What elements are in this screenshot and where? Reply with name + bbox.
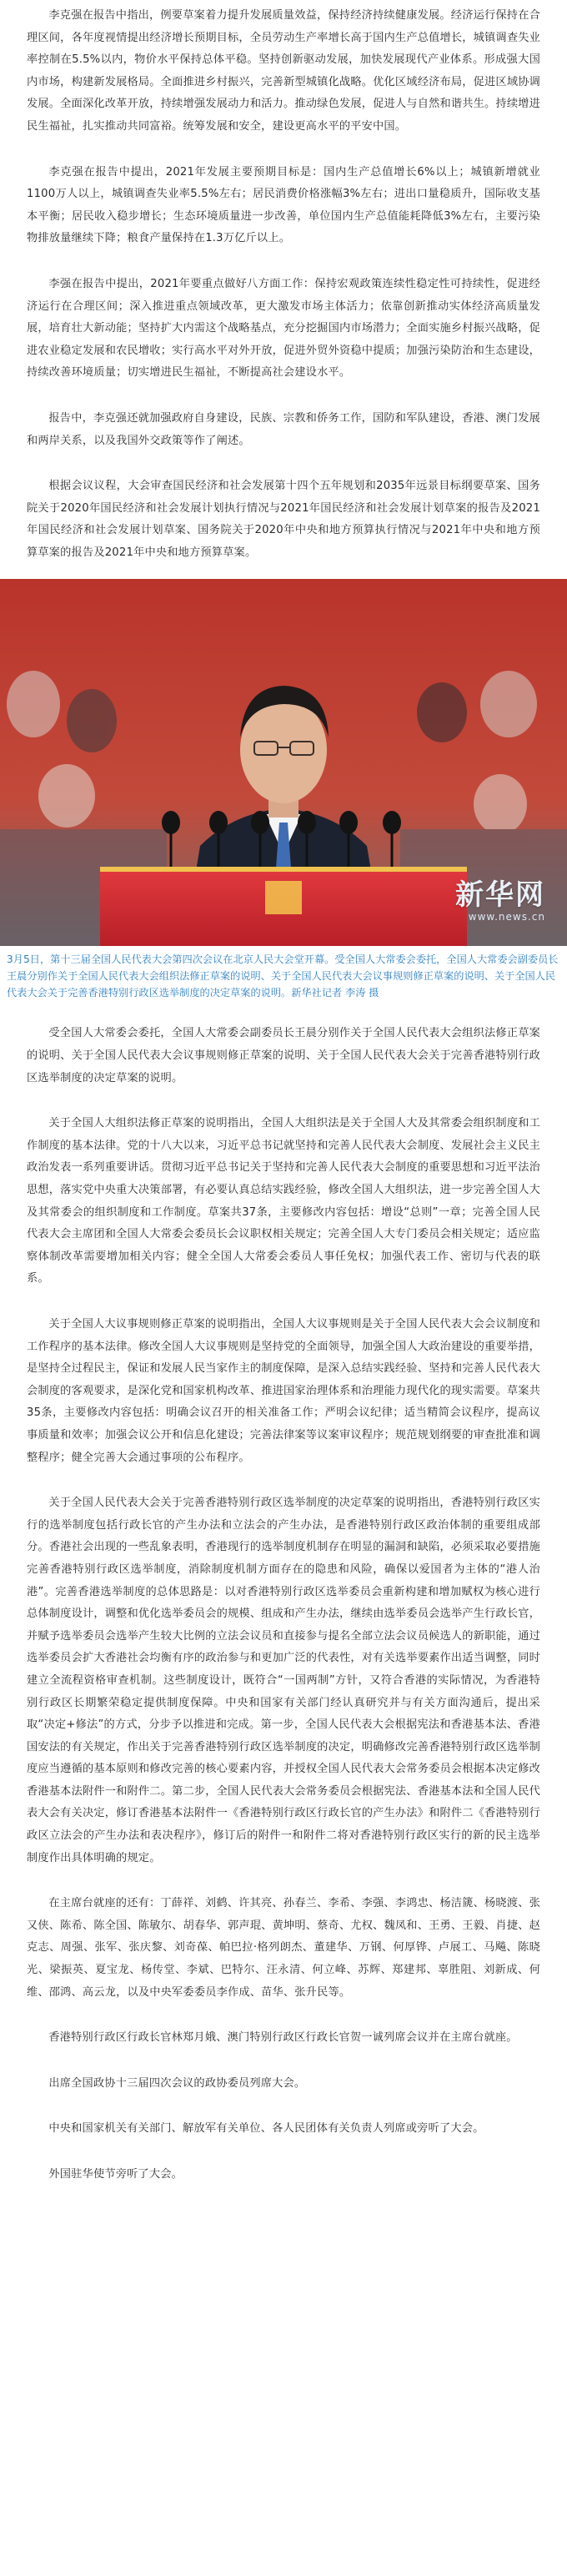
paragraph: 香港特别行政区行政长官林郑月娥、澳门特别行政区行政长官贺一诚列席会议并在主席台就座。 [48, 2031, 518, 2045]
paragraph: 在主席台就座的还有：丁薛祥、刘鹤、许其亮、孙春兰、李希、李强、李鸿忠、杨洁篪、杨晓渡、张又侠、陈希、陈全国、陈敏尔、胡春华、郭声琨、黄坤明、蔡奇、尤权、魏凤和、王勇、王毅、肖捷、赵克志、周强、张军、张庆黎、刘奇葆、帕巴拉·格列朗杰、董建华、万钢、何厚铧、卢展工、马飚、陈晓光、梁振英、夏宝龙、杨传堂、李斌、巴特尔、汪永清、何立峰、苏辉、郑建邦、辜胜阻、刘新成、何维、邵鸿、高云龙，以及中央军委委员李作成、苗华、张升民等。 [27, 1897, 540, 1999]
paragraph: 关于全国人大议事规则修正草案的说明指出，全国人大议事规则是关于全国人民代表大会会议制度和工作程序的基本法律。修改全国人大议事规则是坚持党的全面领导，加强全国人大政治建设的重要举措，是坚持全过程民主，保证和发展人民当家作主的制度保障，是深入总结实践经验、坚持和完善人民代表大会制度的客观要求，是深化党和国家机构改革、推进国家治理体系和治理能力现代化的现实需要。草案共35条，主要修改内容包括：明确会议召开的相关准备工作；严明会议纪律；适当精简会议程序，提高议事质量和效率；加强会议公开和信息化建设；完善法律案等议案审议程序；规范规划纲要的审查批准和调整程序；健全完善大会通过事项的公布程序。 [27, 1318, 540, 1464]
paragraph: 受全国人大常委会委托，全国人大常委会副委员长王晨分别作关于全国人民代表大会组织法修正草案的说明、关于全国人民代表大会议事规则修正草案的说明、关于全国人民代表大会关于完善香港特别行政区选举制度的决定草案的说明。 [27, 1027, 540, 1084]
watermark-url: www.news.cn [468, 911, 545, 923]
paragraph: 出席全国政协十三届四次会议的政协委员列席大会。 [48, 2076, 306, 2090]
paragraph: 中央和国家机关有关部门、解放军有关单位、各人民团体有关负责人列席或旁听了大会。 [48, 2122, 484, 2136]
paragraph: 李强在报告中提出，2021年要重点做好八方面工作：保持宏观政策连续性稳定性可持续性，促进经济运行在合理区间；深入推进重点领域改革，更大激发市场主体活力；依靠创新推动实体经济高质量发展，培育壮大新动能；坚持扩大内需这个战略基点，充分挖掘国内市场潜力；全面实施乡村振兴战略，促进农业稳定发展和农民增收；实行高水平对外开放，促进外贸外资稳中提质；加强污染防治和生态建设，持续改善环境质量；切实增进民生福祉，不断提高社会建设水平。 [27, 277, 540, 380]
paragraph: 报告中，李克强还就加强政府自身建设，民族、宗教和侨务工作，国防和军队建设，香港、澳门发展和两岸关系，以及我国外交政策等作了阐述。 [27, 411, 540, 447]
paragraph: 李克强在报告中指出，例要草案着力提升发展质量效益，保持经济持续健康发展。经济运行保持在合理区间，各年度视情提出经济增长预期目标，全员劳动生产率增长高于国内生产总值增长，城镇调查失业率控制在5.5%以内，物价水平保持总体平稳。坚持创新驱动发展，加快发展现代产业体系。形成强大国内市场，构建新发展格局。全面推进乡村振兴，完善新型城镇化战略。优化区域经济布局，促进区域协调发展。全面深化改革开放，持续增强发展动力和活力。推动绿色发展，促进人与自然和谐共生。持续增进民生福祉，扎实推动共同富裕。统筹发展和安全，建设更高水平的平安中国。 [27, 9, 540, 133]
watermark-logo: 新华网 [455, 878, 545, 913]
paragraph: 根据会议议程，大会审查国民经济和社会发展第十四个五年规划和2035年远景目标纲要草案、国务院关于2020年国民经济和社会发展计划执行情况与2021年国民经济和社会发展计划草案的报告及2021年国民经济和社会发展计划草案、国务院关于2020年中央和地方预算执行情况与2021年中央和地方预算草案的报告及2021年中央和地方预算草案。 [27, 480, 540, 559]
paragraph: 关于全国人大组织法修正草案的说明指出，全国人大组织法是关于全国人大及其常委会组织制度和工作制度的基本法律。党的十八大以来，习近平总书记就坚持和完善人民代表大会制度、发展社会主义民主政治发表一系列重要讲话。贯彻习近平总书记关于坚持和完善人民代表大会制度的重要思想和习近平法治思想，落实党中央重大决策部署，有必要认真总结实践经验，修改全国人大组织法，进一步完善全国人大及其常委会的组织制度和工作制度。草案共37条，主要修改内容包括：增设“总则”一章；完善全国人民代表大会主席团和全国人大常委会委员长会议职权相关规定；完善全国人大专门委员会相关规定；适应监察体制改革需要增加相关内容；健全全国人大常委会委员人事任免权；加强代表工作、密切与代表的联系。 [27, 1117, 540, 1285]
paragraph: 外国驻华使节旁听了大会。 [48, 2168, 183, 2181]
paragraph: 关于全国人民代表大会关于完善香港特别行政区选举制度的决定草案的说明指出，香港特别行政区实行的选举制度包括行政长官的产生办法和立法会的产生办法，是香港特别行政区政治体制的重要组成部分。香港社会出现的一些乱象表明，香港现行的选举制度机制存在明显的漏洞和缺陷，必须采取必要措施完善香港特别行政区选举制度，消除制度机制方面存在的隐患和风险，确保以爱国者为主体的“港人治港”。完善香港选举制度的总体思路是：以对香港特别行政区选举委员会重新构建和增加赋权为核心进行总体制度设计，调整和优化选举委员会的规模、组成和产生办法，继续由选举委员会选举产生行政长官，并赋予选举委员会选举产生较大比例的立法会议员和直接参与提名全部立法会议员候选人的新职能，通过选举委员会扩大香港社会均衡有序的政治参与和更加广泛的代表性，对有关选举要素作出适当调整，同时建立全流程资格审查机制。这些制度设计，既符合“一国两制”方针，又符合香港的实际情况，为香港特别行政区长期繁荣稳定提供制度保障。中央和国家有关部门经认真研究并与有关方面沟通后，提出采取“决定+修法”的方式，分步予以推进和完成。第一步，全国人民代表大会根据宪法和香港基本法、香港国安法的有关规定，作出关于完善香港特别行政区选举制度的决定，明确修改完善香港特别行政区选举制度应当遵循的基本原则和修改完善的核心要素内容，并授权全国人民代表大会常务委员会根据本决定修改香港基本法附件一和附件二。第二步，全国人民代表大会常务委员会根据宪法、香港基本法和全国人民代表大会有关决定，修订香港基本法附件一《香港特别行政区行政长官的产生办法》和附件二《香港特别行政区立法会的产生办法和表决程序》，修订后的附件一和附件二将对香港特别行政区实行的新的民主选举制度作出具体明确的规定。 [27, 1497, 540, 1864]
paragraph: 李克强在报告中提出，2021年发展主要预期目标是：国内生产总值增长6%以上；城镇新增就业1100万人以上，城镇调查失业率5.5%左右；居民消费价格涨幅3%左右；进出口量稳质升，国际收支基本平衡；居民收入稳步增长；生态环境质量进一步改善，单位国内生产总值能耗降低3%左右，主要污染物排放量继续下降；粮食产量保持在1.3万亿斤以上。 [27, 165, 540, 245]
photo-caption: 3月5日，第十三届全国人民代表大会第四次会议在北京人民大会堂开幕。受全国人大常委会委托，全国人大常委会副委员长王晨分别作关于全国人民代表大会组织法修正草案的说明、关于全国人民代表大会议事规则修正草案的说明、关于全国人民代表大会关于完善香港特别行政区选举制度的决定草案的说明。新华社记者 李涛 摄 [7, 953, 559, 999]
news-photo [0, 579, 567, 946]
watermark [455, 872, 545, 923]
